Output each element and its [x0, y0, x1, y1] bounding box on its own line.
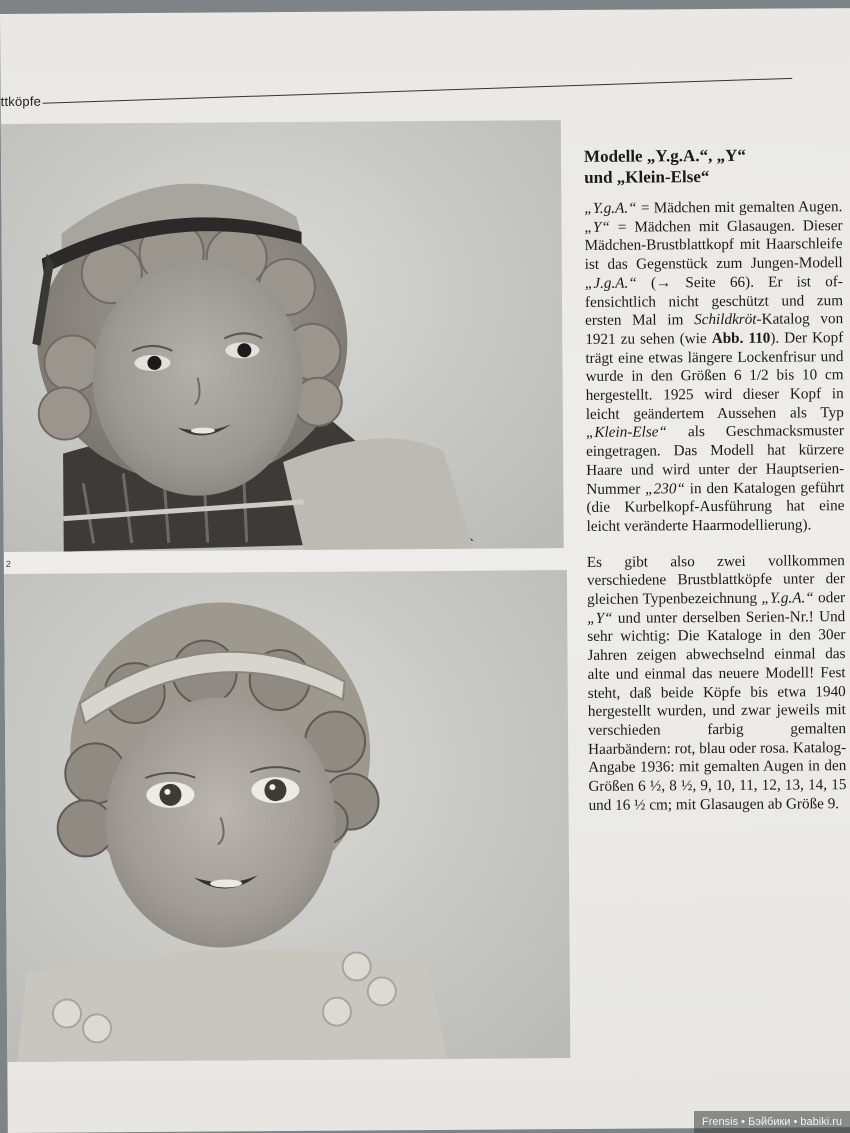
type-code: „Y.g.A.“ [761, 589, 814, 607]
text-span: und unter derselben Serien-Nr.! Und sehr wichtig: Die Kataloge in den 30er Jahren zeigen abwechselnd einmal das alte und einmal das neuere Modell! Fest steht, daß beide Köpfe bis etwa 1940 hergestellt wurden, und zwar jeweils mit verschieden farbig gemalten Haarbändern: rot, blau oder rosa. Katalog-Angabe 1936: mit gemalten Augen in den Größen 6 ½, 8 ½, 9, 10, 11, 12, 13, 14, 15 und 16 ½ cm; mit Glasaugen ab Größe 9. [587, 607, 847, 814]
type-code: „Y“ [587, 609, 613, 627]
text-span: oder [813, 589, 846, 607]
article-title [584, 144, 842, 188]
type-code: „Y.g.A.“ [584, 199, 637, 217]
text-span: = Mädchen mit gemalten Augen. [636, 198, 843, 217]
series-number: „230“ [645, 479, 685, 498]
figure-reference: Abb. 110 [711, 329, 771, 347]
bottom-photo [4, 570, 570, 1062]
text-span: in den Katalogen geführt (die Kurbelkopf-Ausführung hat eine leicht veränderte Haarmodellierung). [586, 478, 845, 535]
text-span: Es gibt also zwei vollkommen verschiedene Brustblattköpfe unter der gleichen Typenbezeichnung [586, 551, 846, 608]
text-span: (→ Seite 66). Er ist offensichtlich nicht geschützt und zum ersten Mal im [584, 272, 844, 330]
type-code: „Y“ [584, 218, 610, 236]
type-code: „J.g.A.“ [584, 274, 637, 292]
type-code: „Klein-Else“ [585, 423, 668, 442]
title-line-2: und „Klein-Else“ [584, 167, 710, 187]
doll-head-illustration-bottom [4, 570, 570, 1062]
article-paragraph-1 [584, 198, 844, 536]
text-span: ). Der Kopf trägt eine etwas längere Lockenfrisur und wurde in den Größen 6 1/2 bis 10 cm hergestellt. 1925 wird dieser Kopf in leicht geändertem Aussehen als Typ [585, 329, 844, 423]
article-column [584, 144, 847, 815]
running-header: ttköpfe [0, 93, 42, 109]
book-page [0, 8, 850, 1133]
top-photo [1, 120, 564, 552]
text-span: als Geschmacksmuster eingetragen. Das Modell hat kürzere Haare und wird unter der Hauptserien-Nummer [586, 422, 845, 498]
figure-number: 2 [5, 558, 11, 569]
header-rule [43, 78, 793, 104]
site-watermark: Frensis • Бэйбики • babiki.ru [694, 1111, 850, 1133]
text-span: = Mädchen mit Glasaugen. Dieser Mädchen-Brustblattkopf mit Haarschleife ist das Gegenstück zum Jungen-Modell [584, 216, 843, 274]
doll-head-illustration-top [1, 120, 564, 552]
brand-name: Schildkröt [694, 310, 757, 329]
title-line-1: Modelle „Y.g.A.“, „Y“ [583, 145, 746, 166]
text-span: -Katalog von 1921 zu sehen (wie [585, 310, 844, 348]
article-paragraph-2 [587, 552, 847, 816]
